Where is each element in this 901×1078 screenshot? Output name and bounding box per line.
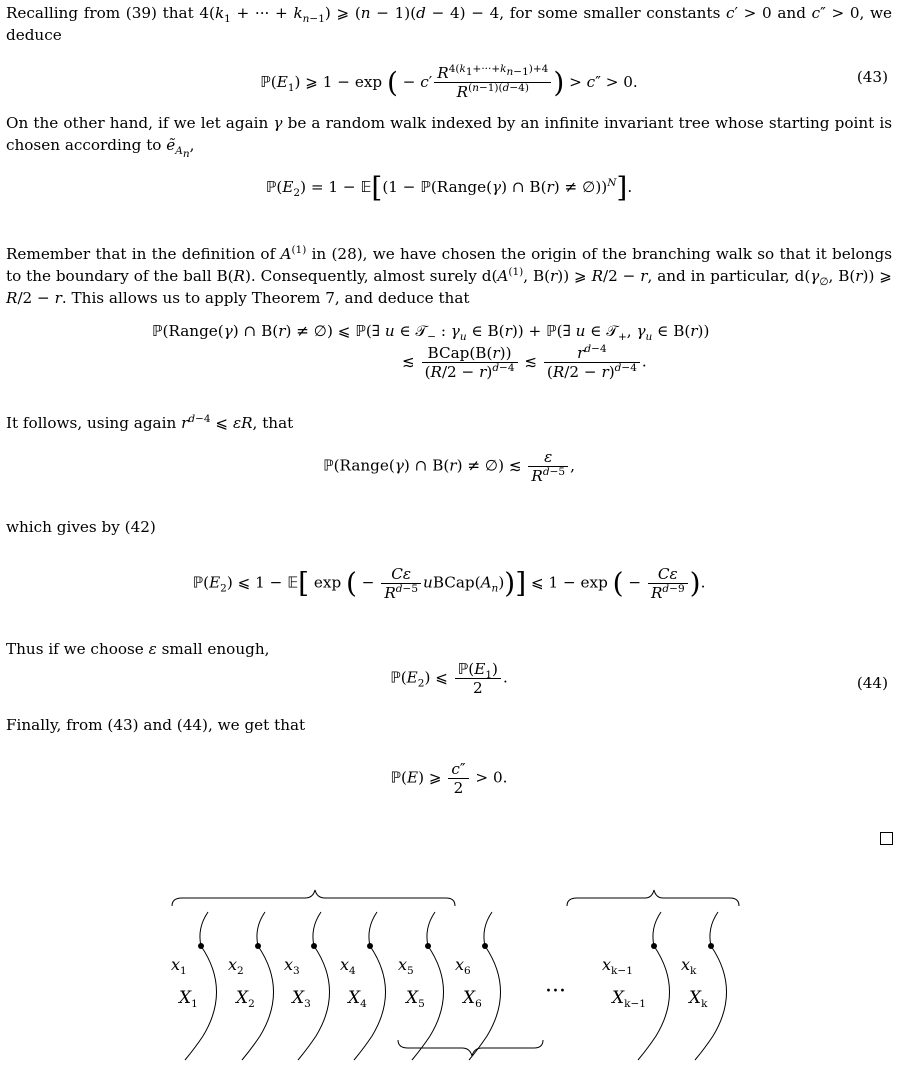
walk-1 xyxy=(171,912,217,1060)
equation-e2-expectation: $ℙ(E_2) = 1$ − 𝔼[(1 − ℙ(Range(γ) ∩ B(r) ≠ ∅))$^N$]. xyxy=(265,171,633,204)
paragraph-1: Recalling from (39) that $4(k_1$ + ··· + $k_{n-1}$) ⩾ (n − 1)(d − 4) − 4, for some smaller constants c′ > 0 and c″ > 0, we deduce xyxy=(6,4,892,44)
brace-bottom xyxy=(398,1040,543,1056)
equation-44: $ℙ(E_2)$ ⩽ $\frac{ℙ(E_1)}{2}$ . (44) xyxy=(390,660,888,697)
walk-start-label: $x_5$ xyxy=(398,955,414,977)
walk-range-label: $X_2$ xyxy=(236,988,255,1010)
walk-curve-upper xyxy=(710,912,718,946)
walk-start-point xyxy=(367,943,373,949)
walk-start-point xyxy=(255,943,261,949)
paragraph-7: Finally, from (43) and (44), we get that xyxy=(6,716,306,734)
walk-start-label: $x_2$ xyxy=(228,955,244,977)
walk-range-label: $X_4$ xyxy=(348,988,367,1010)
walk-start-point xyxy=(708,943,714,949)
walk-range-label: $X_3$ xyxy=(292,988,311,1010)
ellipsis: ··· xyxy=(545,979,566,1004)
walk-start-label: $x_3$ xyxy=(284,955,300,977)
walk-range-label: $X_{k-1}$ xyxy=(612,988,646,1010)
walk-range-label: $X_k$ xyxy=(689,988,708,1010)
walk-7 xyxy=(602,912,670,1060)
walk-6 xyxy=(455,912,501,1060)
paragraph-6: Thus if we choose ε small enough, xyxy=(6,640,270,658)
equation-43-tag: (43) xyxy=(856,68,888,86)
walk-range-label: $X_1$ xyxy=(179,988,198,1010)
walk-start-point xyxy=(425,943,431,949)
paragraph-4: It follows, using again $r^{d-4}$ ⩽ εR, that xyxy=(6,412,294,432)
walk-start-label: $x_1$ xyxy=(171,955,187,977)
walk-start-point xyxy=(311,943,317,949)
walk-start-point xyxy=(482,943,488,949)
paragraph-3: Remember that in the definition of $A^{(1)}$ in (28), we have chosen the origin of the branching walk so that it belongs to the boundary of the ball B(R). Consequently, almost surely $d(A^{(1)}$, B(r)) ⩾ R/2 − r, and in particular, $d(\gamma_\emptyset$, B(r)) ⩾ R/2 − r. This allows us to apply Theorem 7, and deduce that xyxy=(6,243,892,307)
walk-start-label: $x_6$ xyxy=(455,955,471,977)
walk-curve-upper xyxy=(427,912,435,946)
walk-start-label: $x_4$ xyxy=(340,955,356,977)
walk-curve-upper xyxy=(200,912,208,946)
walk-curve-upper xyxy=(257,912,265,946)
brace-top-left xyxy=(172,890,455,906)
equation-44-tag: (44) xyxy=(856,674,888,692)
walk-4 xyxy=(340,912,386,1060)
walk-5 xyxy=(398,912,444,1060)
walk-start-point xyxy=(651,943,657,949)
walk-curve-upper xyxy=(653,912,661,946)
paragraph-5: which gives by (42) xyxy=(6,518,156,536)
walk-curve-upper xyxy=(484,912,492,946)
brace-top-right xyxy=(567,890,739,906)
walk-8 xyxy=(681,912,727,1060)
walk-3 xyxy=(284,912,330,1060)
walk-2 xyxy=(228,912,274,1060)
walk-range-label: $X_5$ xyxy=(406,988,425,1010)
qed-box xyxy=(880,832,893,845)
walk-start-point xyxy=(198,943,204,949)
walk-curve-upper xyxy=(313,912,321,946)
walk-start-label: $x_{k-1}$ xyxy=(602,955,633,977)
walk-start-label: $x_k$ xyxy=(681,955,697,977)
walk-range-label: $X_6$ xyxy=(463,988,482,1010)
walk-curve-upper xyxy=(369,912,377,946)
equation-range-epsilon: ℙ(Range(γ) ∩ B(r) ≠ ∅) ≲ $\frac{\varepsilon}{R^{d-5}}$ , xyxy=(323,448,575,485)
equation-43: $ℙ(E_1)$ ⩾ 1 − exp ( − c′ $\frac{R^{4(k_1+\cdot\cdot\cdot+k_{n-1})+4}}{R^{(n-1)(d-4)}}$ ) > c″ > 0. (43) xyxy=(260,62,888,101)
equation-e2-bound: $ℙ(E_2)$ ⩽ 1 − 𝔼[ exp ( − $\frac{C\varepsilon}{R^{d-5}}$ $uBCap(A_n)$)] ⩽ 1 − exp ( − $\frac{C\varepsilon}{R^{d-9}}$ ). xyxy=(192,565,706,602)
equation-range-bound: ℙ(Range(γ) ∩ B(r) ≠ ∅) ⩽ ℙ(∃ u ∈ 𝒯$_-$ : $\gamma_u$ ∈ B(r)) + ℙ(∃ u ∈ 𝒯$_+$, $\gamma_u$ ∈ B(r)) ≲ $\frac{\text{BCap(B(r))}}{(R/2 - r)^{d-4}}$ ≲ $\frac{r^{d-4}}{(R/2 - r)^{d-4}}$ . xyxy=(152,322,710,381)
equation-final: ℙ(E) ⩾ $\frac{c''}{2}$ > 0. xyxy=(390,760,508,797)
walks-figure xyxy=(0,880,901,1078)
paragraph-2: On the other hand, if we let again γ be a random walk indexed by an infinite invariant tree whose starting point is chosen according to ẽ$_{A_n}$, xyxy=(6,114,892,161)
